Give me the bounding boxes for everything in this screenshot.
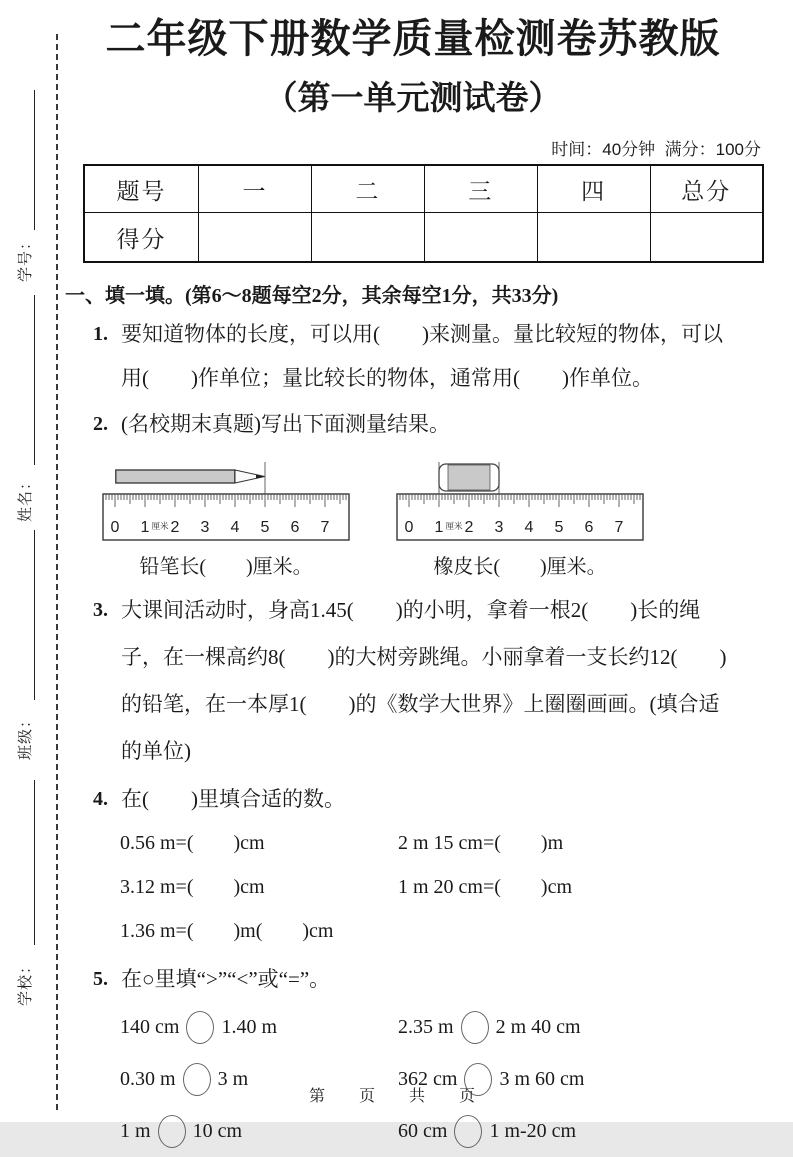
page-subtitle: （第一单元测试卷） [264, 79, 562, 116]
q5-comparison-items [120, 1001, 763, 1157]
question-number: 2. [93, 413, 108, 435]
conversion-item: 3.12 m=( )cm [120, 876, 265, 898]
comparison-item [120, 1105, 398, 1157]
score-col-header: 四 [537, 165, 650, 213]
compare-right: 1.40 m [221, 1016, 277, 1038]
fold-dashed-line [56, 34, 58, 1110]
section-one-heading: 一、填一填。(第6～8题每空2分，其余每空1分，共33分) [65, 285, 559, 307]
question-text: 要知道物体的长度，可以用( )来测量。量比较短的物体，可以用( )作单位；量比较长的物体，通常用( )作单位。 [121, 322, 723, 390]
question-text: 在○里填“>”“<”或“=”。 [121, 967, 331, 991]
question-4 [93, 777, 763, 821]
ruler-number: 1 [140, 519, 150, 536]
score-col-header: 二 [311, 165, 424, 213]
ruler-number: 4 [524, 519, 534, 536]
page-footer: 第 页 共 页 [308, 1088, 484, 1105]
class-write-line [34, 530, 35, 700]
comparison-circle [186, 1011, 214, 1044]
class-label: 班级： [18, 712, 34, 761]
comparison-circle [158, 1115, 186, 1148]
ruler-number: 0 [404, 519, 414, 536]
question-text: 在( )里填合适的数。 [121, 787, 345, 811]
ruler-number: 2 [170, 519, 180, 536]
total-score-header: 总分 [650, 165, 763, 213]
ruler-number: 7 [320, 519, 330, 536]
ruler-number: 5 [260, 519, 270, 536]
pencil-caption: 铅笔长( )厘米。 [139, 556, 313, 578]
question-text: (名校期末真题)写出下面测量结果。 [121, 412, 450, 436]
score-table [83, 164, 764, 263]
question-number: 5. [93, 968, 108, 990]
compare-right: 10 cm [192, 1120, 242, 1142]
score-row-label: 得分 [84, 213, 199, 263]
compare-left: 2.35 m [398, 1016, 454, 1038]
ruler-number: 3 [494, 519, 504, 536]
q4-conversion-items [120, 821, 763, 953]
conversion-item: 1.36 m=( )m( )cm [120, 920, 334, 942]
score-col-header: 三 [424, 165, 537, 213]
question-1 [93, 312, 763, 400]
compare-left: 0.30 m [120, 1068, 176, 1090]
compare-right: 1 m-20 cm [489, 1120, 577, 1142]
student-id-label: 学号： [18, 234, 34, 283]
score-table-score-row [84, 213, 763, 263]
question-number: 1. [93, 323, 108, 345]
score-table-header-row [84, 165, 763, 213]
compare-left: 1 m [120, 1120, 151, 1142]
time-score-meta: 时间：40分钟 满分：100分 [551, 140, 761, 159]
ruler-number: 2 [464, 519, 474, 536]
paper-content [63, 16, 763, 1157]
compare-left: 362 cm [398, 1068, 458, 1090]
student-name-label: 姓名： [18, 474, 34, 523]
comparison-item [398, 1001, 763, 1053]
conversion-item: 0.56 m=( )cm [120, 832, 265, 854]
page-title: 二年级下册数学质量检测卷苏教版 [105, 17, 721, 61]
ruler-number: 1 [434, 519, 444, 536]
school-label: 学校： [18, 958, 34, 1007]
ruler-number: 6 [290, 519, 300, 536]
score-cell-empty [537, 213, 650, 263]
ruler-number: 0 [110, 519, 120, 536]
ruler-number: 6 [584, 519, 594, 536]
conversion-item: 1 m 20 cm=( )cm [398, 876, 573, 898]
question-2 [93, 402, 763, 446]
question-5 [93, 957, 763, 1001]
compare-right: 2 m 40 cm [495, 1016, 581, 1038]
conversion-item: 2 m 15 cm=( )m [398, 832, 564, 854]
score-cell-empty [311, 213, 424, 263]
score-cell-empty [650, 213, 763, 263]
compare-right: 3 m [217, 1068, 249, 1090]
ruler-number: 3 [200, 519, 210, 536]
comparison-circle [454, 1115, 482, 1148]
pencil-ruler-drawing [101, 456, 351, 548]
eraser-caption: 橡皮长( )厘米。 [433, 556, 607, 578]
ruler-number: 4 [230, 519, 240, 536]
question-number: 4. [93, 788, 108, 810]
ruler-number: 7 [614, 519, 624, 536]
ruler-number: 5 [554, 519, 564, 536]
pencil-body [116, 470, 235, 483]
pencil-ruler-figure [101, 456, 351, 579]
conversion-item-empty [398, 909, 763, 953]
compare-left: 140 cm [120, 1016, 180, 1038]
student-id-write-line [34, 90, 35, 230]
compare-right: 3 m 60 cm [499, 1068, 585, 1090]
question-3 [93, 587, 763, 775]
measurement-figures [63, 456, 763, 579]
question-text: 大课间活动时，身高1.45( )的小明，拿着一根2( )长的绳子，在一棵高约8( )的大树旁跳绳。小丽拿着一支长约12( )的铅笔，在一本厚1( )的《数学大世界》上圈圈画画。(填合适的单位) [121, 598, 727, 763]
student-name-write-line [34, 295, 35, 465]
comparison-circle [461, 1011, 489, 1044]
school-write-line [34, 780, 35, 945]
question-number-header: 题号 [84, 165, 199, 213]
ruler-unit-label: 厘米 [151, 521, 169, 531]
eraser-sleeve [448, 465, 490, 490]
eraser-ruler-drawing [395, 456, 645, 548]
eraser-ruler-figure [395, 456, 645, 579]
score-cell-empty [424, 213, 537, 263]
score-col-header: 一 [199, 165, 312, 213]
ruler-unit-label: 厘米 [445, 521, 463, 531]
score-cell-empty [199, 213, 312, 263]
compare-left: 60 cm [398, 1120, 448, 1142]
comparison-item [120, 1001, 398, 1053]
comparison-item [398, 1105, 763, 1157]
question-number: 3. [93, 599, 108, 621]
